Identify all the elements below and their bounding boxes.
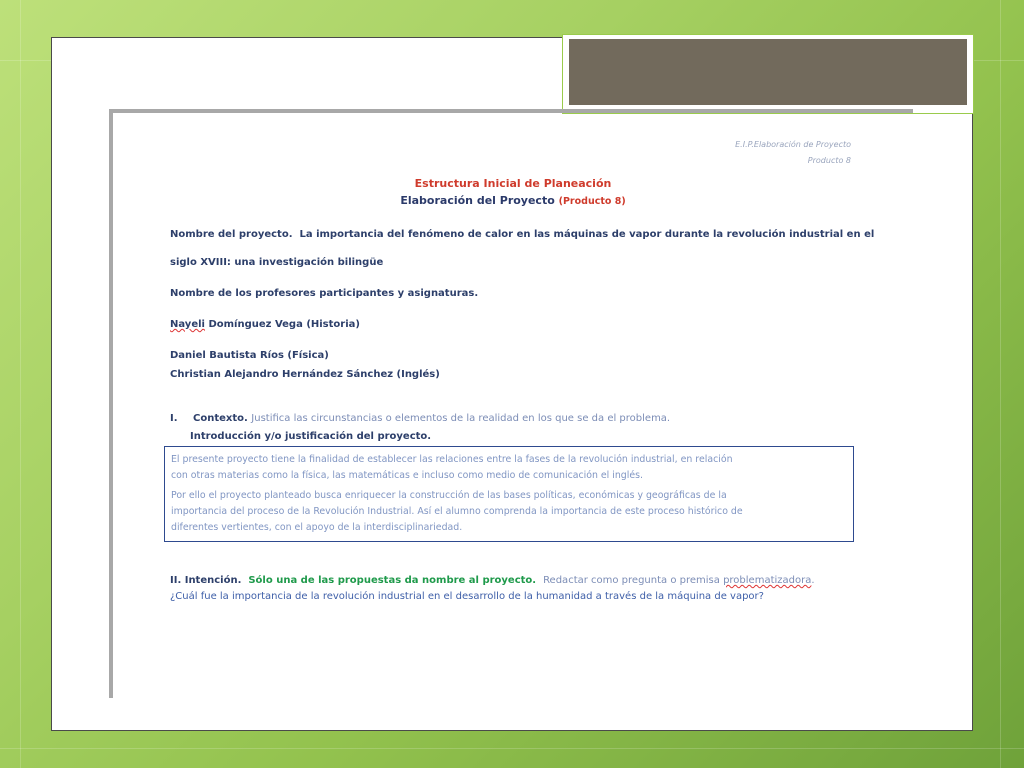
background-line [1000,0,1001,768]
intro-paragraph-1-line-2: con otras materias como la física, las matemáticas e incluso como medio de comunicación el inglés. [171,470,643,481]
background-line [0,748,1024,749]
intro-paragraph-2-line-2: importancia del proceso de la Revolución Industrial. Así el alumno comprenda la importancia de este proceso histórico de [171,506,743,517]
context-number: I. [170,413,178,424]
intention-note: Sólo una de las propuestas da nombre al proyecto. [248,575,537,586]
project-name: La importancia del fenómeno de calor en las máquinas de vapor durante la revolución industrial en el [299,229,875,240]
teacher-1 [170,319,360,330]
intro-paragraph-2-line-1: Por ello el proyecto planteado busca enriquecer la construcción de las bases políticas, económicas y geográficas de la [171,490,727,501]
intention-question: ¿Cuál fue la importancia de la revolución industrial en el desarrollo de la humanidad a través de la máquina de vapor? [170,591,764,602]
title-placeholder-fill [569,39,967,105]
slide-title-placeholder [562,34,974,114]
header-line-1: E.I.P.Elaboración de Proyecto [735,140,851,149]
intro-paragraph-2-line-3: diferentes vertientes, con el apoyo de la interdisciplinariedad. [171,522,463,533]
context-description: Justifica las circunstancias o elementos de la realidad en los que se da el problema. [251,413,671,424]
background-line [20,0,21,768]
problematizadora-word: problematizadora [723,575,812,586]
teacher-2: Daniel Bautista Ríos (Física) [170,350,329,361]
project-label: Nombre del proyecto. [170,229,293,240]
introduction-box [164,446,854,542]
context-heading [170,413,670,424]
project-name-line-1 [170,229,874,240]
intention-label: II. Intención. [170,575,242,586]
context-label: Contexto. [193,413,248,424]
teacher-3: Christian Alejandro Hernández Sánchez (Inglés) [170,369,440,380]
document-page [109,109,913,698]
intention-heading [170,575,815,586]
teachers-label: Nombre de los profesores participantes y asignaturas. [170,288,479,299]
intro-paragraph-1-line-1: El presente proyecto tiene la finalidad de establecer las relaciones entre la fases de la revolución industrial, en relación [171,454,733,465]
teacher-1-first-name: Nayeli [170,319,205,330]
project-name-line-2: siglo XVIII: una investigación bilingüe [170,257,384,268]
subtitle-tag: (Producto 8) [558,196,626,207]
context-subheading: Introducción y/o justificación del proyecto. [190,431,432,442]
teacher-1-rest: Domínguez Vega (Historia) [208,319,360,330]
header-line-2: Producto 8 [807,156,851,165]
document-title: Estructura Inicial de Planeación [414,177,612,190]
intention-instruction: Redactar como pregunta o premisa problematizadora. [543,575,815,586]
document-subtitle [113,194,913,207]
subtitle-text: Elaboración del Proyecto [400,194,555,207]
